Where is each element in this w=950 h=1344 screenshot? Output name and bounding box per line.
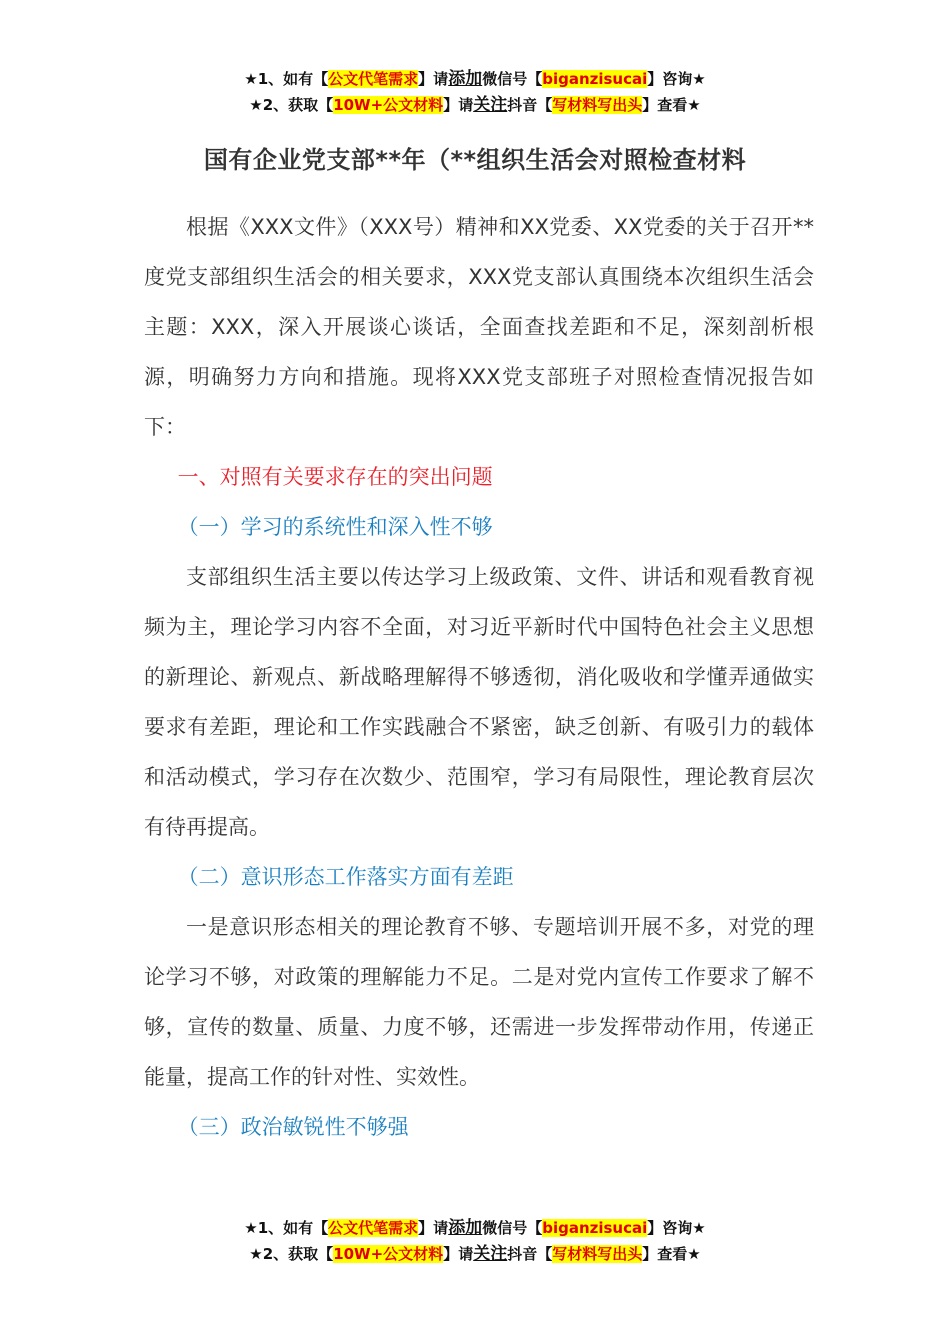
underlined-text: 添加 [448,1218,483,1238]
banner-text: ★1、如有【 [244,70,329,88]
banner-text: 】请 [418,70,449,88]
body-paragraph: 一是意识形态相关的理论教育不够、专题培训开展不多，对党的理论学习不够，对政策的理解能力不足。二是对党内宣传工作要求了解不够，宣传的数量、质量、力度不够，还需进一步发挥带动作用，传递正能量，提高工作的针对性、实效性。 [144,915,814,1089]
subsection-heading: （二）意识形态工作落实方面有差距 [177,865,514,889]
banner-text: 抖音【 [507,96,553,114]
top-banner [0,66,950,118]
highlight-text: 公文代笔需求 [328,1219,419,1237]
banner-line-2 [0,1241,950,1267]
underlined-text: 添加 [448,69,483,89]
underlined-text: 关注 [473,1244,508,1264]
banner-text: 】请 [418,1219,449,1237]
banner-line-1 [0,66,950,92]
document-body [144,202,814,1152]
wechat-id: biganzisucai [542,70,648,88]
section-heading: 一、对照有关要求存在的突出问题 [177,465,493,489]
intro-paragraph: 根据《XXX文件》（XXX号）精神和XX党委、XX党委的关于召开**度党支部组织生活会的相关要求，XXX党支部认真围绕本次组织生活会主题：XXX，深入开展谈心谈话，全面查找差距和不足，深刻剖析根源，明确努力方向和措施。现将XXX党支部班子对照检查情况报告如下： [144,215,814,439]
banner-line-2 [0,92,950,118]
banner-text: 微信号【 [482,1219,543,1237]
banner-text: ★1、如有【 [244,1219,329,1237]
banner-text: 】咨询★ [647,70,706,88]
banner-text: 】查看★ [642,96,701,114]
highlight-text: 10W+公文材料 [333,1245,444,1263]
douyin-account: 写材料写出头 [552,96,643,114]
highlight-text: 公文代笔需求 [328,70,419,88]
underlined-text: 关注 [473,95,508,115]
banner-text: 微信号【 [482,70,543,88]
banner-text: ★2、获取【 [249,96,334,114]
douyin-account: 写材料写出头 [552,1245,643,1263]
subsection-heading: （一）学习的系统性和深入性不够 [177,515,493,539]
wechat-id: biganzisucai [542,1219,648,1237]
banner-text: 】请 [443,96,474,114]
banner-text: 抖音【 [507,1245,553,1263]
banner-text: ★2、获取【 [249,1245,334,1263]
highlight-text: 10W+公文材料 [333,96,444,114]
body-paragraph: 支部组织生活主要以传达学习上级政策、文件、讲话和观看教育视频为主，理论学习内容不全面，对习近平新时代中国特色社会主义思想的新理论、新观点、新战略理解得不够透彻，消化吸收和学懂弄通做实要求有差距，理论和工作实践融合不紧密，缺乏创新、有吸引力的载体和活动模式，学习存在次数少、范围窄，学习有局限性，理论教育层次有待再提高。 [144,565,814,839]
bottom-banner [0,1215,950,1267]
document-title: 国有企业党支部**年（**组织生活会对照检查材料 [203,146,747,174]
banner-line-1 [0,1215,950,1241]
banner-text: 】查看★ [642,1245,701,1263]
banner-text: 】咨询★ [647,1219,706,1237]
subsection-heading: （三）政治敏锐性不够强 [177,1115,409,1139]
banner-text: 】请 [443,1245,474,1263]
